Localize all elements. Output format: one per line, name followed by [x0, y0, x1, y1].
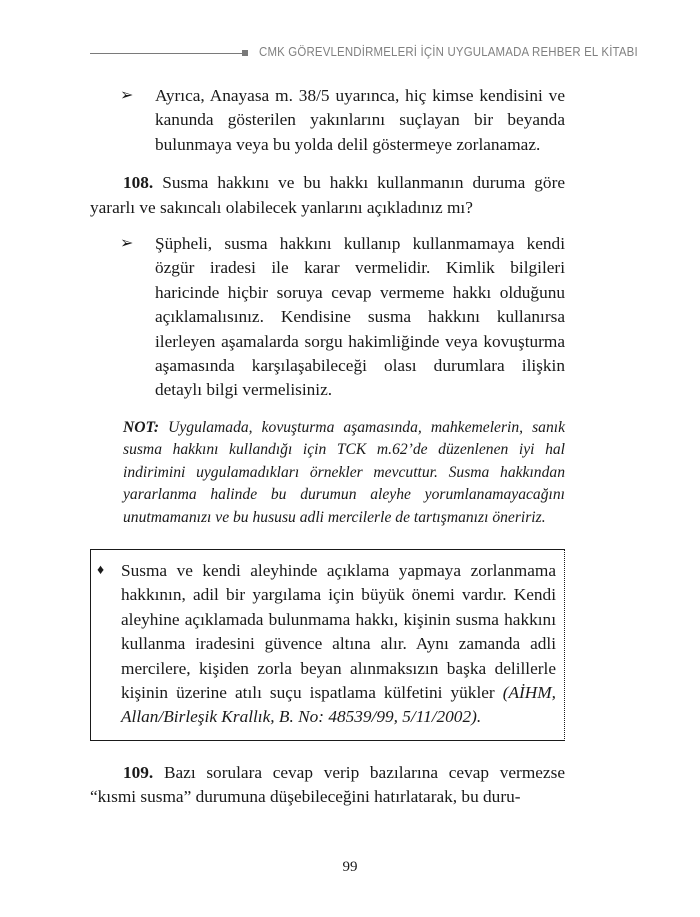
question-108	[90, 171, 565, 220]
arrow-bullet-icon: ➢	[120, 87, 134, 104]
question-text: Susma hakkını ve bu hakkı kullanmanın duruma göre yararlı ve sakıncalı olabilecek yanlarını açıkladınız mı?	[90, 173, 565, 217]
arrow-bullet-icon: ➢	[120, 235, 134, 253]
highlight-box	[90, 549, 565, 741]
box-citation: (AİHM, Allan/Birleşik Krallık, B. No: 48539/99, 5/11/2002).	[121, 682, 556, 727]
note-label: NOT:	[123, 418, 160, 436]
header-rule	[90, 53, 242, 54]
page-number: 99	[342, 859, 358, 875]
running-header	[90, 44, 638, 64]
bullet-supheli	[90, 232, 565, 403]
question-number: 108.	[123, 173, 154, 193]
bullet-text: Ayrıca, Anayasa m. 38/5 uyarınca, hiç kimse kendisini ve kanunda gösterilen yakınlarını suçlayan bir beyanda bulunmaya veya bu yolda delil göstermeye zorlanamaz.	[155, 86, 565, 154]
question-number: 109.	[123, 762, 154, 782]
note-block	[90, 417, 565, 529]
book-title: CMK GÖREVLENDİRMELERİ İÇİN UYGULAMADA REHBER EL KİTABI	[259, 44, 638, 59]
question-109	[90, 761, 565, 810]
diamond-bullet-icon: ♦	[97, 562, 105, 578]
bullet-text: Şüpheli, susma hakkını kullanıp kullanmamaya kendi özgür iradesi ile karar vermelidir. Kimlik bilgileri haricinde hiçbir soruya cevap vermeme hakkı olduğunu açıklamalısınız. Kendisine susma hakkını kullanırsa ilerleyen aşamalarda sorgu hakimliğinde veya kovuşturma aşamasında karşılaşabileceği olası durumlara ilişkin detaylı bilgi vermelisiniz.	[155, 234, 565, 400]
page-content	[90, 84, 565, 810]
bullet-anayasa	[90, 84, 565, 157]
box-text: Susma ve kendi aleyhinde açıklama yapmaya zorlanmama hakkının, adil bir yargılama için büyük önemi vardır. Kendi aleyhine açıklamada bulunmama hakkı, kişinin susma hakkını kullanma iradesini güvence altına alır. Aynı zamanda adli mercilere, kişiden zorla beyan alınmaksızın başka delillerle kişinin üzerine atılı suçu ispatlama külfetini yükler	[121, 560, 556, 702]
header-square-icon	[242, 50, 248, 56]
question-text: Bazı sorulara cevap verip bazılarına cevap vermezse “kısmi susma” durumuna düşebileceğini hatırlatarak, bu duru-	[90, 762, 565, 807]
note-text: Uygulamada, kovuşturma aşamasında, mahkemelerin, sanık susma hakkını kullandığı için TCK m.62’de düzenlenen iyi hal indirimini uygulamadıkları örnekler mevcuttur. Susma hakkından yararlanma halinde bu durumun aleyhe yorumlanamayacağını unutmamanızı ve bu hususu adli mercilerle de tartışmanızı öneririz.	[123, 418, 565, 526]
